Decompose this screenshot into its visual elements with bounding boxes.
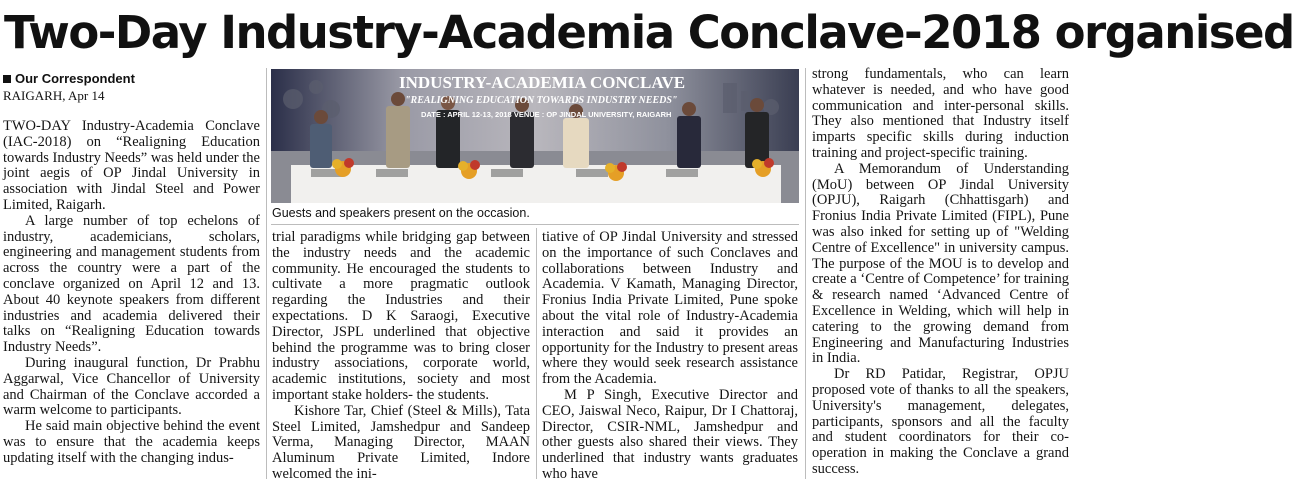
paragraph: tiative of OP Jindal University and stressed on the importance of such Conclaves and collaborations between Industry and Academia. V Kamath, Managing Director, Fronius India Private Limited, Pune spoke about the vital role of Industry-Academia interaction and said it provides an opportunity for the Industry to present areas where they would seek research assistance from the Academia. bbox=[542, 229, 798, 388]
column-divider bbox=[805, 68, 806, 479]
article-column-3 bbox=[542, 230, 798, 480]
banner-subtitle: "REALIGNING EDUCATION TOWARDS INDUSTRY NEEDS" bbox=[405, 95, 678, 106]
news-photo bbox=[271, 69, 799, 203]
photo-illustration bbox=[271, 69, 799, 203]
dateline: RAIGARH, Apr 14 bbox=[3, 88, 105, 103]
byline bbox=[3, 71, 265, 86]
paragraph: M P Singh, Executive Director and CEO, Jaiswal Neco, Raipur, Dr I Chattoraj, Director, CSIR-NML, Jamshedpur and other guests also shared their views. They underlined that industry wants graduates who have bbox=[542, 386, 798, 482]
paragraph: A large number of top echelons of industry, academicians, scholars, engineering and management students from across the country were a part of the conclave organized on April 12 and 13. About 40 keynote speakers from different industries and academia delivered their talks on “Realigning Education towards Industry Needs”. bbox=[3, 212, 260, 356]
bullet-square-icon bbox=[3, 75, 11, 83]
article-column-1 bbox=[3, 119, 260, 479]
column-divider bbox=[266, 68, 267, 479]
paragraph: Kishore Tar, Chief (Steel & Mills), Tata Steel Limited, Jamshedpur and Sandeep Verma, Managing Director, MAAN Aluminum Private Limited, Indore welcomed the ini- bbox=[272, 402, 530, 482]
paragraph: trial paradigms while bridging gap between the industry needs and the academic community. He encouraged the students to cultivate a more pragmatic outlook regarding the Industries and their expectations. D K Saraogi, Executive Director, JSPL underlined that objective behind the programme was to bring closer industry associations, corporate world, academic institutions, society and most important stake holders- the students. bbox=[272, 229, 530, 403]
stage-table bbox=[291, 165, 781, 203]
caption-rule bbox=[271, 224, 799, 225]
paragraph: A Memorandum of Understanding (MoU) between OP Jindal University (OPJU), Raigarh (Chhattisgarh) and Fronius India Private Limited (FIPL), Pune was also inked for setting up of "Welding Centre of Excellence" in university campus. The purpose of the MOU is to develop and create a ‘Centre of Competence’ for training & research named ‘Advanced Centre of Excellence in Welding, which will help in catering to the growing demand from Engineering and Manufacturing Industries in India. bbox=[812, 160, 1069, 367]
banner-title: INDUSTRY-ACADEMIA CONCLAVE bbox=[399, 73, 686, 92]
paragraph: Dr RD Patidar, Registrar, OPJU proposed vote of thanks to all the speakers, University's management, delegates, participants, sponsors and all the faculty and student coordinators for their co-operation in making the Conclave a grand success. bbox=[812, 366, 1069, 477]
photo-caption: Guests and speakers present on the occasion. bbox=[272, 206, 530, 220]
banner-date: DATE : APRIL 12-13, 2018 VENUE : OP JINDAL UNIVERSITY, RAIGARH bbox=[421, 110, 672, 119]
column-divider bbox=[536, 228, 537, 479]
paragraph: TWO-DAY Industry-Academia Conclave (IAC-2018) on “Realigning Education towards Industry Needs” was held under the joint aegis of OP Jindal University in association with Jindal Steel and Power Limited, Raigarh. bbox=[3, 118, 260, 213]
article-column-2 bbox=[272, 230, 530, 480]
byline-text: Our Correspondent bbox=[15, 71, 135, 86]
paragraph: He said main objective behind the event was to ensure that the academia keeps updating itself with the changing indus- bbox=[3, 418, 260, 466]
paragraph: strong fundamentals, who can learn whatever is needed, and who have good communication and inter-personal skills. They also mentioned that Industry itself imparts specific skills during induction training and project-specific training. bbox=[812, 66, 1069, 161]
headline: Two-Day Industry-Academia Conclave-2018 organised bbox=[4, 6, 1294, 59]
article-column-4 bbox=[812, 67, 1069, 479]
paragraph: During inaugural function, Dr Prabhu Aggarwal, Vice Chancellor of University and Chairman of the Conclave accorded a warm welcome to participants. bbox=[3, 354, 260, 419]
